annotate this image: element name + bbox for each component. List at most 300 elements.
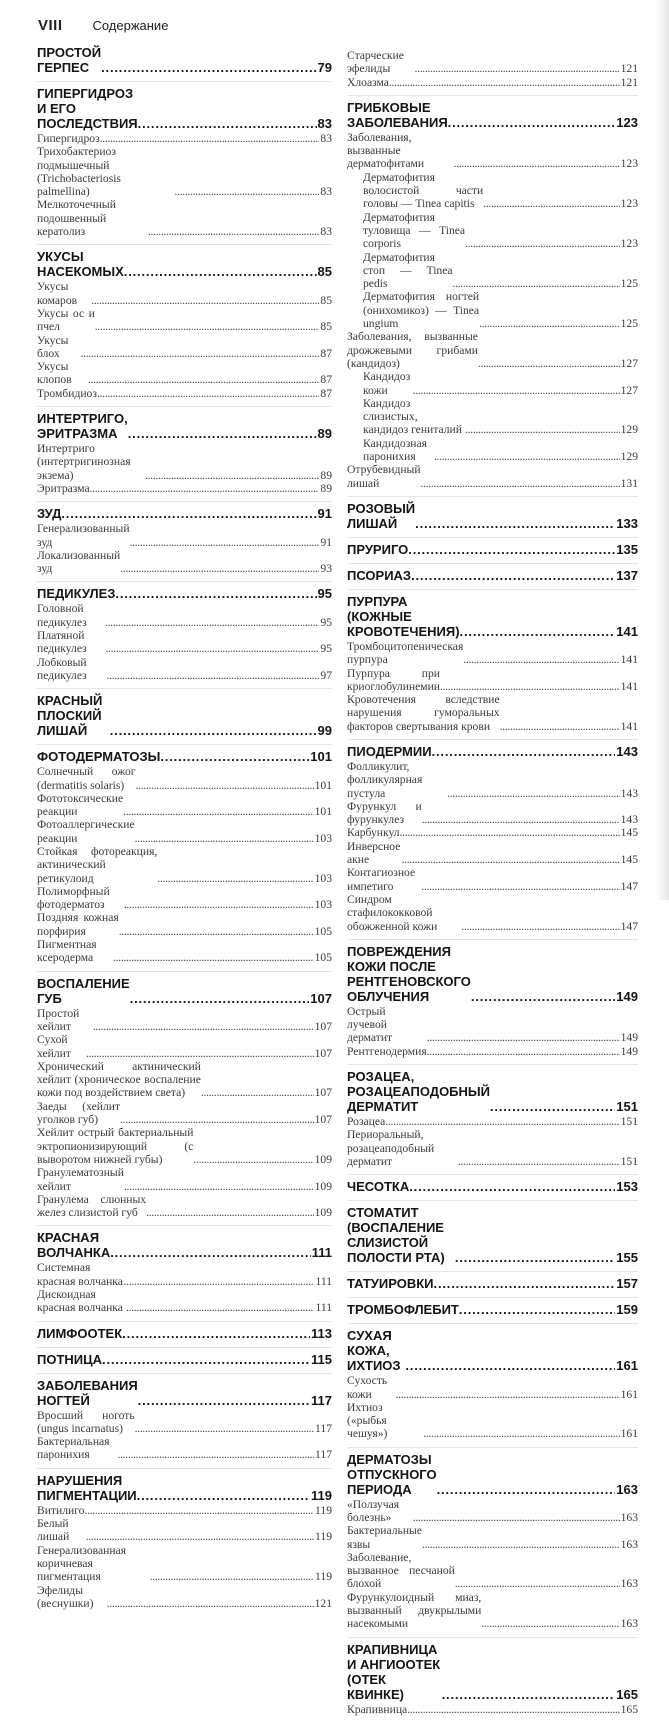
toc-entry[interactable]: [37, 1060, 332, 1100]
entry-title: Розацеа: [347, 1115, 386, 1129]
page-reference: 159: [616, 1302, 638, 1318]
section-title: ГРИБКОВЫЕ ЗАБОЛЕВАНИЯ: [347, 99, 448, 130]
toc-entry[interactable]: [347, 1115, 638, 1128]
toc-entry[interactable]: [37, 792, 332, 819]
toc-entry[interactable]: [37, 1517, 332, 1544]
page-reference: 119: [315, 1570, 332, 1584]
page-reference: 97: [320, 668, 332, 682]
dot-leader: [454, 157, 620, 170]
toc-section-heading[interactable]: [347, 1328, 638, 1373]
dot-leader: [95, 320, 320, 333]
page-reference: 117: [315, 1421, 332, 1435]
page-reference: 103: [314, 831, 332, 845]
toc-entry[interactable]: [37, 1100, 332, 1127]
toc-section-heading[interactable]: [347, 100, 638, 130]
toc-entry[interactable]: [37, 198, 332, 238]
toc-section-heading[interactable]: [37, 86, 332, 131]
toc-section-heading[interactable]: [37, 45, 332, 75]
toc-entry[interactable]: [347, 1703, 638, 1716]
toc-entry[interactable]: [347, 397, 638, 437]
dot-leader: [448, 115, 616, 130]
toc-section-heading[interactable]: [347, 1276, 638, 1291]
entry-title: Гипергидроз: [37, 132, 100, 145]
toc-section-heading[interactable]: [37, 1326, 332, 1341]
section-title: ПРУРИГО: [347, 541, 409, 557]
page-reference: 87: [320, 386, 332, 400]
entry-title: Солнечный ожог (dermatitis solaris): [37, 765, 136, 792]
page-reference: 79: [317, 60, 332, 75]
toc-section: [37, 744, 332, 964]
toc-section-heading[interactable]: [37, 1352, 332, 1367]
entry-title: Хронический актинический хейлит (хроническое воспаление кожи под воздействием света): [37, 1059, 201, 1100]
toc-section: [347, 45, 638, 89]
page-reference: 117: [315, 1448, 332, 1462]
section-title: ПИОДЕРМИИ: [347, 743, 432, 759]
toc-section-heading[interactable]: [347, 1069, 638, 1114]
entry-title: Укусы блох: [37, 333, 69, 360]
toc-section: [37, 688, 332, 738]
page-reference: 89: [317, 426, 332, 442]
toc-section: [347, 939, 638, 1058]
entry-title: Укусы комаров: [37, 280, 78, 307]
dot-leader: [413, 1511, 620, 1524]
page-reference: 117: [311, 1392, 332, 1408]
page-reference: 89: [320, 468, 332, 482]
entry-title: Укусы клопов: [37, 360, 72, 387]
dot-leader: [130, 536, 320, 549]
toc-entry[interactable]: [347, 290, 638, 330]
entry-title: Дерматофития стоп — Tinea pedis: [363, 250, 453, 291]
entry-title: Кандидоз кожи: [363, 370, 411, 397]
dot-leader: [453, 277, 620, 290]
page-reference: 165: [620, 1702, 638, 1716]
toc-entry[interactable]: [347, 1374, 638, 1401]
page-reference: 95: [320, 615, 332, 629]
toc-entry[interactable]: [37, 387, 332, 400]
dot-leader: [447, 787, 619, 800]
dot-leader: [423, 1427, 619, 1440]
toc-section-heading[interactable]: [347, 1205, 638, 1265]
page-reference: 157: [616, 1276, 638, 1292]
page-reference: 145: [620, 853, 638, 867]
toc-section-heading[interactable]: [37, 586, 332, 601]
toc-right-column: [347, 45, 638, 1722]
page-reference: 151: [620, 1115, 638, 1129]
toc-entry[interactable]: [37, 1126, 332, 1166]
toc-section-heading[interactable]: [347, 944, 638, 1004]
toc-section: [37, 1321, 332, 1341]
toc-entry[interactable]: [37, 765, 332, 792]
page-reference: 143: [620, 786, 638, 800]
toc-entry[interactable]: [347, 171, 638, 211]
toc-entry[interactable]: [37, 307, 332, 334]
toc-section-heading[interactable]: [347, 568, 638, 583]
dot-leader: [101, 60, 316, 75]
dot-leader: [107, 669, 320, 682]
entry-title: Гранулематозный хейлит: [37, 1166, 124, 1193]
entry-title: Витилиго: [37, 1503, 85, 1517]
page-reference: 123: [620, 197, 638, 211]
dot-leader: [88, 373, 319, 386]
dot-leader: [146, 1206, 314, 1219]
toc-section-heading[interactable]: [347, 1179, 638, 1194]
page-reference: 83: [320, 185, 332, 199]
entry-title: Ихтиоз («рыбья чешуя»): [347, 1400, 388, 1441]
toc-entry[interactable]: [37, 549, 332, 576]
toc-section: [37, 1347, 332, 1367]
dot-leader: [415, 516, 615, 531]
section-title: ПОВРЕЖДЕНИЯ КОЖИ ПОСЛЕ РЕНТГЕНОВСКОГО ОБЛУЧЕНИЯ: [347, 943, 471, 1004]
toc-entry[interactable]: [347, 463, 638, 490]
toc-section: [347, 1637, 638, 1716]
page-reference: 149: [616, 988, 638, 1004]
page-reference: 85: [317, 264, 332, 280]
dot-leader: [432, 744, 616, 759]
dot-leader: [90, 482, 320, 495]
page-reference: 163: [620, 1511, 638, 1524]
entry-title: Трихобактериоз подмышечный (Trichobacteriosis palmellina): [37, 145, 121, 199]
toc-entry[interactable]: [37, 1007, 332, 1034]
toc-entry[interactable]: [347, 760, 638, 800]
toc-entry[interactable]: [37, 1584, 332, 1611]
toc-section-heading[interactable]: [347, 542, 638, 557]
dot-leader: [91, 294, 319, 307]
page-reference: 107: [314, 1019, 332, 1033]
section-title: ВОСПАЛЕНИЕ ГУБ: [37, 975, 130, 1006]
entry-title: Крапивница: [347, 1702, 408, 1716]
toc-section: [347, 1174, 638, 1194]
section-title: ПЕДИКУЛЕЗ: [37, 586, 116, 602]
toc-entry[interactable]: [347, 866, 638, 893]
dot-leader: [437, 1482, 616, 1497]
toc-entry[interactable]: [347, 1401, 638, 1441]
section-title: ПУРПУРА (КОЖНЫЕ КРОВОТЕЧЕНИЯ): [347, 593, 460, 639]
toc-entry[interactable]: [37, 482, 332, 495]
toc-entry[interactable]: [37, 1435, 332, 1462]
entry-title: Кандидоз слизистых, кандидоз гениталий: [363, 396, 462, 437]
dot-leader: [407, 1703, 619, 1716]
page-reference: 113: [311, 1325, 332, 1341]
toc-entry[interactable]: [37, 1544, 332, 1584]
running-header: [38, 17, 168, 35]
toc-entry[interactable]: [347, 251, 638, 291]
page-reference: 163: [620, 1617, 638, 1631]
toc-section-heading[interactable]: [347, 744, 638, 759]
dot-leader: [86, 1530, 314, 1543]
section-title: ЗАБОЛЕВАНИЯ НОГТЕЙ: [37, 1377, 138, 1408]
page-reference: 85: [320, 293, 332, 307]
entry-title: Полиморфный фотодерматоз: [37, 884, 110, 912]
dot-leader: [157, 872, 313, 885]
toc-section: [37, 1225, 332, 1314]
entry-title: Платяной педикулез: [37, 629, 87, 656]
page-reference: 91: [320, 535, 332, 549]
page-reference: 93: [320, 562, 332, 576]
page-reference: 91: [317, 506, 332, 522]
toc-section-heading[interactable]: [37, 749, 332, 764]
entry-title: Фототоксические реакции: [37, 791, 124, 819]
dot-leader: [122, 1326, 310, 1341]
page-reference: 103: [314, 871, 332, 885]
page-reference: 109: [314, 1179, 332, 1193]
toc-section: [347, 1200, 638, 1265]
dot-leader: [442, 1687, 616, 1702]
toc-entry[interactable]: [347, 1524, 638, 1551]
toc-entry[interactable]: [347, 667, 638, 694]
section-title: ФОТОДЕРМАТОЗЫ: [37, 749, 161, 765]
toc-entry[interactable]: [347, 1128, 638, 1168]
dot-leader: [455, 1250, 615, 1265]
toc-section-heading[interactable]: [37, 693, 332, 738]
toc-entry[interactable]: [37, 1033, 332, 1060]
toc-entry[interactable]: [37, 602, 332, 629]
toc-section-heading[interactable]: [347, 501, 638, 531]
page-reference: 109: [314, 1152, 332, 1166]
page-reference: 87: [320, 346, 332, 360]
page-reference: 123: [620, 237, 638, 251]
dot-leader: [113, 951, 314, 964]
page-reference: 145: [620, 826, 638, 840]
toc-section-heading[interactable]: [347, 1642, 638, 1702]
dot-leader: [124, 898, 314, 911]
toc-section: [347, 95, 638, 490]
dot-leader: [490, 1099, 615, 1114]
toc-section-heading[interactable]: [37, 976, 332, 1006]
page-reference: 119: [315, 1530, 332, 1544]
entry-title: Заболевания, вызванные дрожжевыми грибами (кандидоз): [347, 330, 478, 370]
entry-title: Синдром стафилококковой обожженной кожи: [347, 892, 438, 933]
toc-section-heading[interactable]: [37, 1378, 332, 1408]
dot-leader: [84, 1504, 314, 1517]
toc-entry[interactable]: [347, 1045, 638, 1058]
page-reference: 135: [616, 541, 638, 557]
toc-section: [37, 1373, 332, 1462]
page-reference: 163: [620, 1577, 638, 1591]
entry-title: Поздняя кожная порфирия: [37, 911, 119, 938]
toc-entry[interactable]: [37, 1504, 332, 1517]
dot-leader: [128, 426, 317, 441]
entry-title: Периоральный, розацеаподобный дерматит: [347, 1128, 435, 1168]
toc-entry[interactable]: [37, 360, 332, 387]
dot-leader: [124, 1180, 314, 1193]
entry-title: Простой хейлит: [37, 1006, 80, 1033]
dot-leader: [123, 805, 313, 818]
toc-entry[interactable]: [347, 76, 638, 89]
toc-section-heading[interactable]: [347, 594, 638, 639]
dot-leader: [107, 1597, 314, 1610]
toc-entry[interactable]: [37, 629, 332, 656]
page-reference: 137: [616, 567, 638, 583]
toc-section-heading[interactable]: [37, 1230, 332, 1260]
dot-leader: [385, 1115, 619, 1128]
entry-title: Рентгенодермия: [347, 1044, 427, 1058]
dot-leader: [440, 680, 620, 693]
toc-entry[interactable]: [37, 938, 332, 965]
dot-leader: [478, 357, 620, 370]
dot-leader: [150, 1570, 314, 1583]
toc-entry[interactable]: [37, 334, 332, 361]
entry-title: Карбункул: [347, 826, 400, 840]
toc-section: [37, 1468, 332, 1610]
toc-entry[interactable]: [347, 131, 638, 171]
page-reference: 127: [620, 383, 638, 397]
toc-section-heading[interactable]: [347, 1452, 638, 1497]
dot-leader: [461, 920, 619, 933]
page-reference: 161: [620, 1427, 638, 1441]
dot-leader: [465, 237, 620, 250]
page-reference: 155: [616, 1250, 638, 1266]
toc-section: [37, 581, 332, 682]
entry-title: Лобковый педикулез: [37, 655, 87, 682]
toc-entry[interactable]: [347, 800, 638, 827]
toc-section-heading[interactable]: [37, 1473, 332, 1503]
toc-section: [37, 971, 332, 1220]
toc-entry[interactable]: [37, 280, 332, 307]
section-title: НАРУШЕНИЯ ПИГМЕНТАЦИИ: [37, 1472, 137, 1503]
page-reference: 143: [616, 743, 638, 759]
entry-title: Дерматофития туловища — Tinea corporis: [363, 210, 466, 251]
page-reference: 131: [620, 476, 638, 490]
page-reference: 161: [616, 1358, 638, 1374]
toc-entry[interactable]: [347, 1005, 638, 1045]
section-title: РОЗАЦЕА, РОЗАЦЕАПОДОБНЫЙ ДЕРМАТИТ: [347, 1069, 490, 1115]
entry-title: Стойкая фотореакция, актинический ретикулоид: [37, 844, 158, 885]
page-reference: 125: [620, 277, 638, 291]
toc-entry[interactable]: [347, 1498, 638, 1525]
toc-entry[interactable]: [37, 1261, 332, 1288]
toc-section: [37, 501, 332, 575]
toc-entry[interactable]: [347, 693, 638, 733]
dot-leader: [408, 542, 615, 557]
toc-section-heading[interactable]: [37, 411, 332, 441]
dot-leader: [481, 1617, 619, 1630]
section-title: УКУСЫ НАСЕКОМЫХ: [37, 249, 124, 280]
entry-title: Пурпура при криоглобулинемии: [347, 666, 441, 693]
toc-entry[interactable]: [37, 145, 332, 198]
section-title: ТАТУИРОВКИ: [347, 1276, 434, 1292]
toc-entry[interactable]: [347, 840, 638, 867]
toc-section: [347, 739, 638, 933]
section-title: ПСОРИАЗ: [347, 567, 412, 583]
entry-title: Генерализованная коричневая пигментация: [37, 1543, 127, 1584]
toc-entry[interactable]: [347, 49, 638, 76]
dot-leader: [115, 586, 316, 601]
page-reference: 85: [320, 320, 332, 334]
page-reference: 163: [620, 1537, 638, 1551]
page-reference: 87: [320, 373, 332, 387]
toc-entry[interactable]: [37, 818, 332, 845]
toc-entry[interactable]: [37, 132, 332, 145]
page-reference: 101: [314, 805, 332, 819]
toc-entry[interactable]: [347, 1551, 638, 1591]
page-reference: 151: [620, 1154, 638, 1168]
toc-entry[interactable]: [37, 442, 332, 482]
entry-title: Белый лишай: [37, 1517, 70, 1544]
dot-leader: [102, 1352, 310, 1367]
page-reference: 83: [320, 225, 332, 239]
section-title: ПОТНИЦА: [37, 1351, 103, 1367]
page-number: VIII: [38, 17, 63, 34]
dot-leader: [500, 720, 620, 733]
entry-title: Мелкоточечный подошвенный кератолиз: [37, 198, 116, 239]
dot-leader: [145, 469, 319, 482]
dot-leader: [415, 62, 620, 75]
page-reference: 123: [616, 114, 638, 130]
entry-title: Бактериальные язвы: [347, 1524, 422, 1551]
dot-leader: [105, 616, 319, 629]
entry-title: Дерматофития волосистой части головы — Tinea capitis: [363, 170, 484, 211]
toc-section: [347, 1447, 638, 1631]
dot-leader: [405, 1358, 615, 1373]
dot-leader: [422, 1538, 620, 1551]
entry-title: Эфелиды (веснушки): [37, 1583, 94, 1610]
dot-leader: [117, 1448, 314, 1461]
page-reference: 95: [317, 586, 332, 602]
entry-title: Пигментная ксеродерма: [37, 938, 97, 965]
page-reference: 101: [314, 778, 332, 792]
toc-entry[interactable]: [347, 640, 638, 667]
toc-entry[interactable]: [347, 893, 638, 933]
toc-entry[interactable]: [37, 845, 332, 885]
toc-section: [347, 496, 638, 531]
toc-section: [347, 1271, 638, 1291]
toc-entry[interactable]: [347, 826, 638, 839]
entry-title: Бактериальная паронихия: [37, 1435, 110, 1462]
toc-section-heading[interactable]: [347, 1302, 638, 1317]
page-edge-shadow: [655, 0, 669, 900]
toc-entry[interactable]: [37, 522, 332, 549]
dot-leader: [201, 1086, 314, 1099]
toc-entry[interactable]: [37, 885, 332, 912]
dot-leader: [455, 1577, 620, 1590]
toc-entry[interactable]: [37, 1193, 332, 1220]
toc-entry[interactable]: [37, 656, 332, 683]
toc-section: [347, 1064, 638, 1168]
page-reference: 119: [311, 1487, 332, 1503]
dot-leader: [421, 880, 619, 893]
section-title: ТРОМБОФЛЕБИТ: [347, 1302, 459, 1318]
dot-leader: [193, 1153, 313, 1166]
page-reference: 153: [616, 1179, 638, 1195]
page-reference: 123: [620, 157, 638, 171]
entry-title: Старческие эфелиды: [347, 49, 404, 76]
toc-entry[interactable]: [37, 1166, 332, 1193]
entry-title: Тромбидиоз: [37, 386, 97, 400]
toc-section-heading[interactable]: [37, 249, 332, 279]
toc-section: [347, 563, 638, 583]
toc-entry[interactable]: [347, 330, 638, 370]
toc-section-heading[interactable]: [37, 506, 332, 521]
page-title: Содержание: [92, 18, 169, 33]
toc-entry[interactable]: [347, 1591, 638, 1631]
toc-entry[interactable]: [347, 437, 638, 464]
section-title: ГИПЕРГИДРОЗ И ЕГО ПОСЛЕДСТВИЯ: [37, 86, 138, 131]
page-reference: 107: [314, 1113, 332, 1127]
section-title: ЛИМФООТЕК: [37, 1325, 123, 1341]
page-reference: 99: [317, 723, 332, 739]
page-reference: 143: [620, 813, 638, 827]
toc-entry[interactable]: [347, 370, 638, 397]
toc-entry[interactable]: [37, 1409, 332, 1436]
toc-entry[interactable]: [37, 911, 332, 938]
page-reference: 121: [620, 75, 638, 89]
toc-entry[interactable]: [347, 211, 638, 251]
dot-leader: [97, 387, 319, 400]
dot-leader: [136, 779, 314, 792]
toc-entry[interactable]: [37, 1288, 332, 1315]
page-reference: 147: [620, 879, 638, 893]
page-reference: 149: [620, 1044, 638, 1058]
